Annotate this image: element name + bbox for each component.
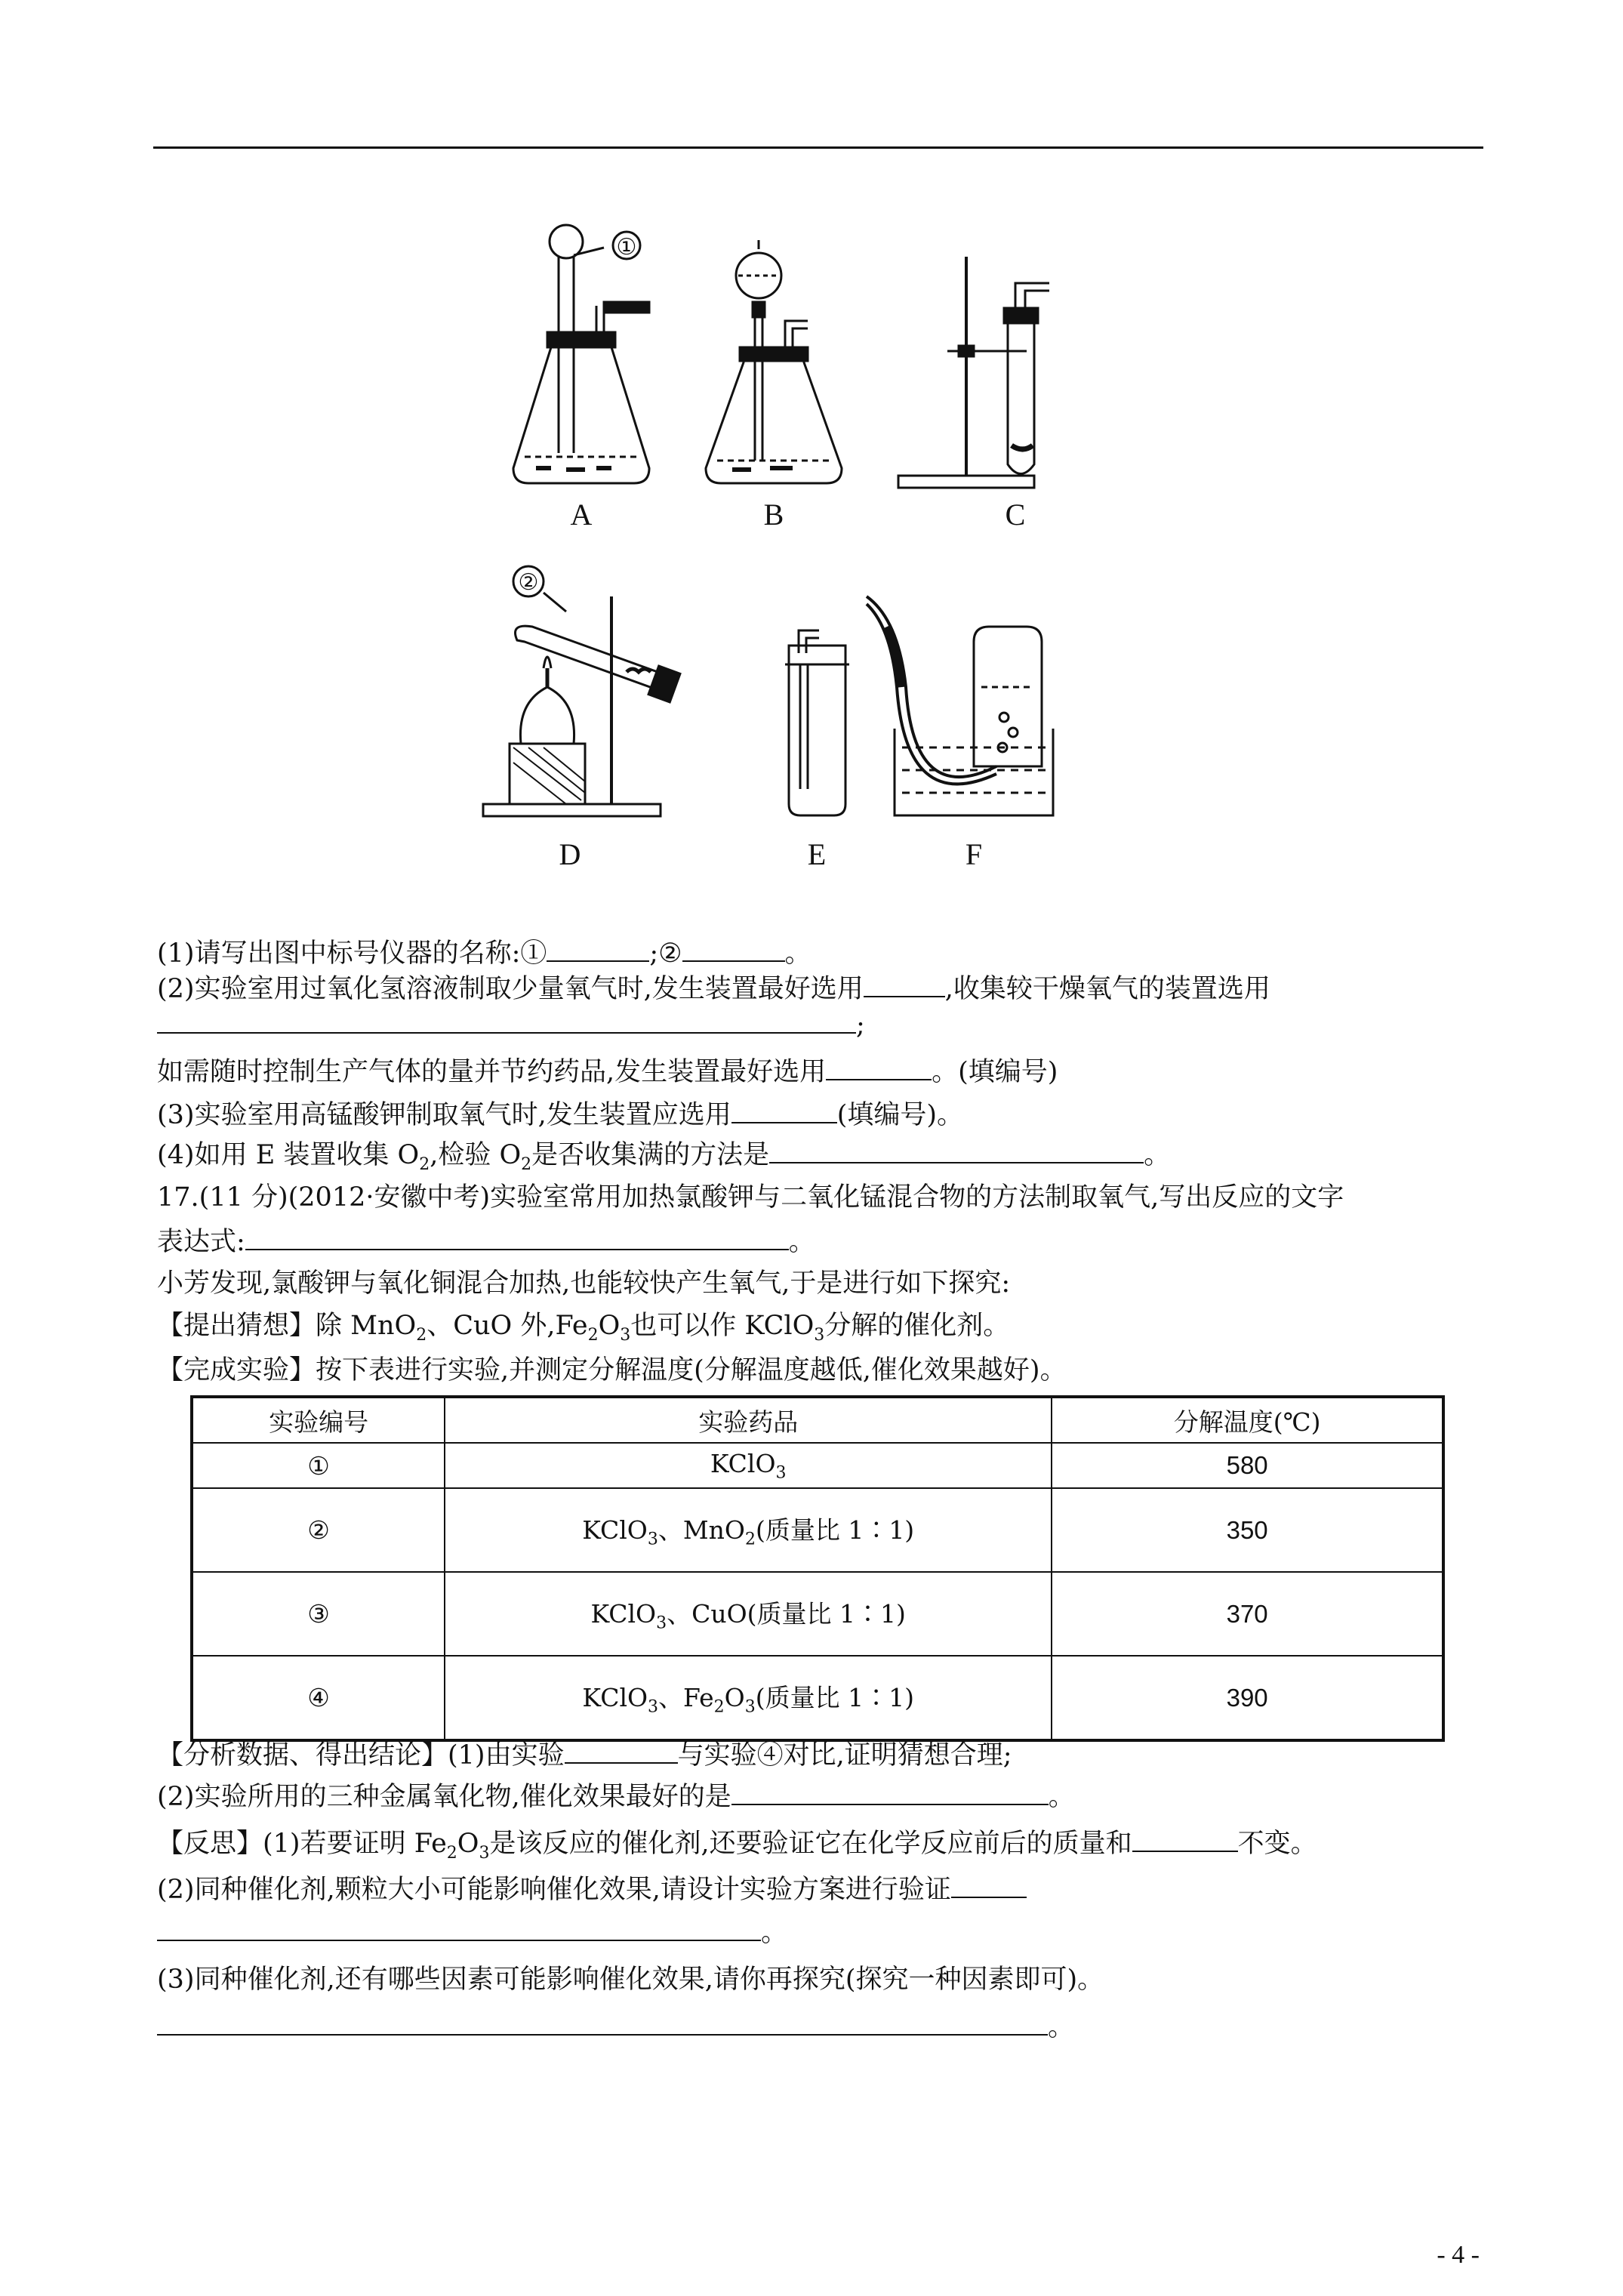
- table-row: ① KClO$_3$ 580: [192, 1443, 1443, 1488]
- q17-analysis-1: 【分析数据、得出结论】(1)由实验 与实验④对比,证明猜想合理;: [157, 1737, 1012, 1772]
- q17-analysis-2: (2)实验所用的三种金属氧化物,催化效果最好的是 。: [157, 1778, 1075, 1814]
- q17-hypothesis: 【提出猜想】除 MnO$_2$、CuO 外$,Fe_2O_3$也可以作 KClO$_3$分解的催化剂。: [157, 1311, 1010, 1345]
- blank-particle-size-plan[interactable]: [951, 1871, 1027, 1898]
- q17-reflection-3-line2: 。: [157, 2008, 1074, 2044]
- table-row: ④ KClO$_3$、$Fe_2O_3$(质量比 1∶1) 390: [192, 1656, 1443, 1740]
- blank-word-equation[interactable]: [245, 1223, 789, 1250]
- apparatus-d: [483, 566, 680, 871]
- q17-finding: 小芳发现,氯酸钾与氧化铜混合加热,也能较快产生氧气,于是进行如下探究:: [157, 1268, 1011, 1299]
- q17-reflection-1: 【反思】(1)若要证明 $Fe_2O_3$是该反应的催化剂,还要验证它在化学反应前后的质量和 不变。: [157, 1825, 1317, 1870]
- label-f: F: [965, 837, 983, 871]
- blank-compare-exp[interactable]: [565, 1737, 678, 1764]
- q17-intro: 17.(11 分)(2012·安徽中考)实验室常用加热氯酸钾与二氧化锰混合物的方法制取氧气,写出反应的文字: [157, 1182, 1344, 1213]
- blank-instrument-2[interactable]: [682, 935, 785, 962]
- apparatus-f: [867, 596, 1053, 871]
- header-temperature: 分解温度(℃): [1052, 1397, 1443, 1443]
- apparatus-e: [785, 630, 849, 871]
- header-rule: [153, 146, 1483, 149]
- blank-unchanged-property[interactable]: [1132, 1825, 1238, 1852]
- blank-other-factor[interactable]: [157, 2008, 1048, 2036]
- table-row: ② KClO$_3$、MnO$_2$(质量比 1∶1) 350: [192, 1488, 1443, 1572]
- blank-instrument-1[interactable]: [547, 935, 649, 962]
- table-header-row: [192, 1397, 1443, 1443]
- header-exp-no: 实验编号: [192, 1397, 445, 1443]
- label-e: E: [807, 837, 827, 871]
- blank-generator-h2o2[interactable]: [864, 970, 945, 997]
- q17-reflection-3: (3)同种催化剂,还有哪些因素可能影响催化效果,请你再探究(探究一种因素即可)。: [157, 1965, 1104, 1995]
- header-reagents: 实验药品: [445, 1397, 1052, 1443]
- table-row: ③ KClO$_3$、CuO(质量比 1∶1) 370: [192, 1572, 1443, 1656]
- blank-generator-kmno4[interactable]: [731, 1096, 837, 1123]
- label-d: D: [559, 837, 581, 871]
- q17-intro-line2: 表达式: 。: [157, 1223, 815, 1259]
- q17-experiment: 【完成实验】按下表进行实验,并测定分解温度(分解温度越低,催化效果越好)。: [157, 1355, 1067, 1385]
- q16-part3: (3)实验室用高锰酸钾制取氧气时,发生装置应选用 (填编号)。: [157, 1096, 963, 1132]
- label-a: A: [570, 498, 593, 532]
- blank-collector-dry[interactable]: [157, 1006, 856, 1034]
- q16-part2b: 如需随时控制生产气体的量并节约药品,发生装置最好选用 。(填编号): [157, 1053, 1058, 1089]
- blank-particle-size-plan-cont[interactable]: [157, 1914, 761, 1941]
- apparatus-c: [898, 257, 1049, 532]
- apparatus-b: [706, 240, 842, 532]
- q17-reflection-2-line2: 。: [157, 1914, 787, 1949]
- blank-best-catalyst[interactable]: [731, 1778, 1049, 1805]
- svg-text:①: ①: [616, 235, 637, 260]
- q16-part4: (4)如用 E 装置收集 $O_2$,检验 $O_2$是否收集满的方法是 。: [157, 1136, 1170, 1182]
- q16-part2: (2)实验室用过氧化氢溶液制取少量氧气时,发生装置最好选用 ,收集较干燥氧气的装置选用: [157, 970, 1270, 1006]
- experiment-table: [190, 1395, 1445, 1742]
- blank-generator-control[interactable]: [826, 1053, 932, 1080]
- svg-text:②: ②: [518, 570, 539, 595]
- page-number: - 4 -: [1437, 2241, 1480, 2269]
- q16-part1: (1)请写出图中标号仪器的名称:① ;② 。: [157, 935, 812, 970]
- apparatus-a: [513, 225, 649, 532]
- label-c: C: [1005, 498, 1026, 532]
- blank-check-full-method[interactable]: [769, 1136, 1144, 1163]
- label-b: B: [763, 498, 784, 532]
- apparatus-figure: [453, 219, 1208, 883]
- q17-reflection-2: (2)同种催化剂,颗粒大小可能影响催化效果,请设计实验方案进行验证: [157, 1871, 1027, 1906]
- q16-part2-line2: ;: [157, 1006, 865, 1042]
